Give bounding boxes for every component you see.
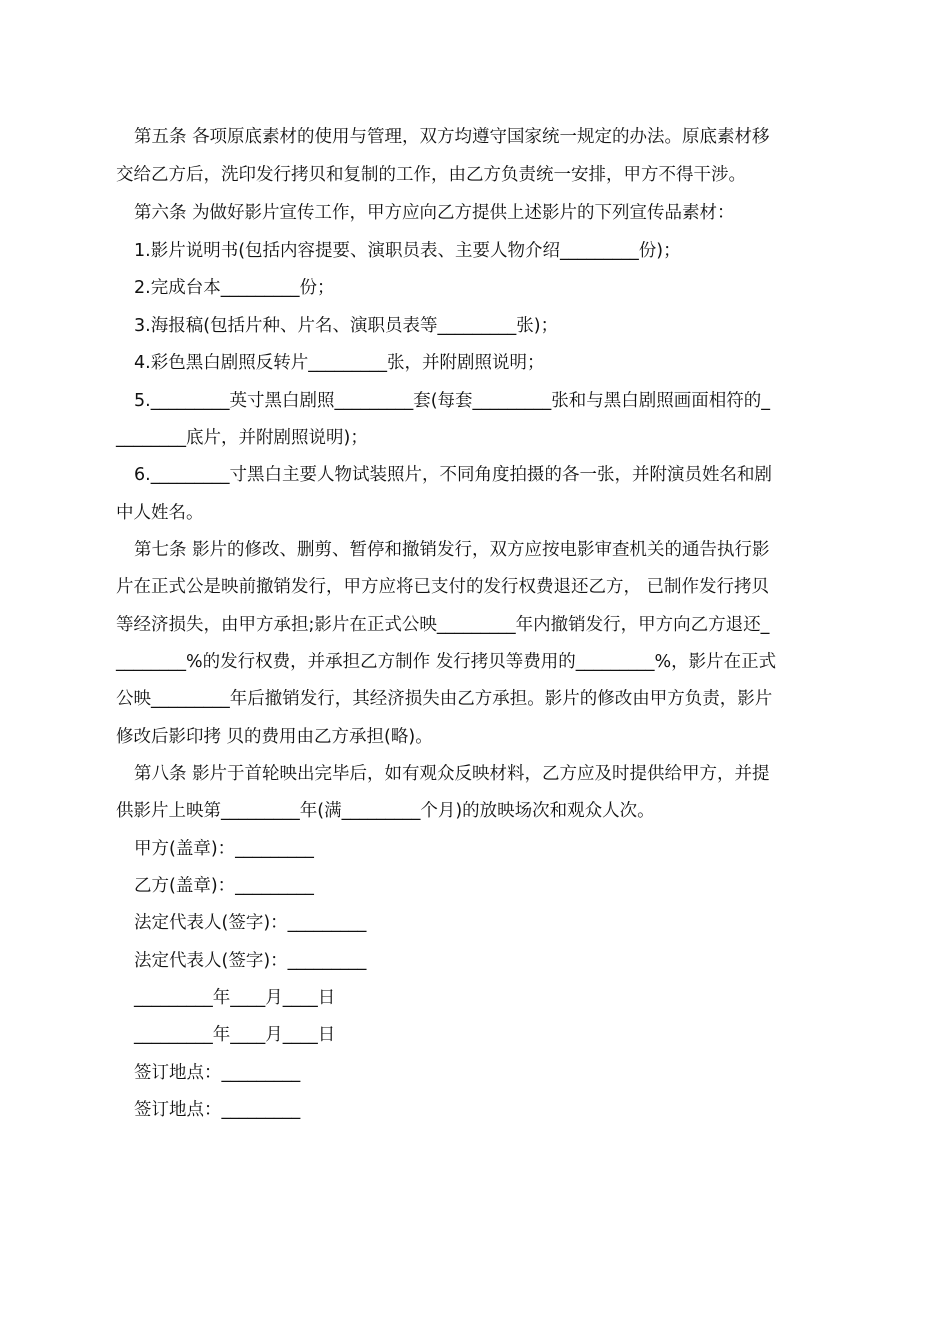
article-5-line-1: 第五条 各项原底素材的使用与管理，双方均遵守国家统一规定的办法。原底素材移 bbox=[134, 127, 770, 147]
article-6-item-5-line-1: 5._________英寸黑白剧照_________套(每套_________张和与黑白剧照画面相符的_ bbox=[134, 391, 771, 411]
article-7-line-5: 公映_________年后撤销发行，其经济损失由乙方承担。影片的修改由甲方负责，影片 bbox=[116, 689, 773, 709]
date-line-1: _________年____月____日 bbox=[134, 988, 336, 1008]
article-6-item-6-line-2: 中人姓名。 bbox=[116, 503, 204, 523]
legal-rep-signature-2: 法定代表人(签字)：_________ bbox=[134, 951, 367, 971]
article-6-item-4: 4.彩色黑白剧照反转片_________张，并附剧照说明； bbox=[134, 353, 545, 373]
signing-place-2: 签订地点：_________ bbox=[134, 1100, 301, 1120]
date-line-2: _________年____月____日 bbox=[134, 1025, 336, 1045]
article-6-item-3: 3.海报稿(包括片种、片名、演职员表等_________张)； bbox=[134, 316, 559, 336]
article-7-line-2: 片在正式公是映前撤销发行，甲方应将已支付的发行权费退还乙方， 已制作发行拷贝 bbox=[116, 577, 770, 597]
article-5-line-2: 交给乙方后，洗印发行拷贝和复制的工作，由乙方负责统一安排，甲方不得干涉。 bbox=[116, 165, 746, 185]
legal-rep-signature-1: 法定代表人(签字)：_________ bbox=[134, 913, 367, 933]
article-6-item-2: 2.完成台本_________份； bbox=[134, 278, 335, 298]
article-6-heading: 第六条 为做好影片宣传工作，甲方应向乙方提供上述影片的下列宣传品素材： bbox=[134, 203, 735, 223]
party-a-seal: 甲方(盖章)：_________ bbox=[134, 839, 314, 859]
article-8-line-2: 供影片上映第_________年(满_________个月)的放映场次和观众人次。 bbox=[116, 801, 655, 821]
article-6-item-5-line-2: ________底片，并附剧照说明)； bbox=[116, 428, 368, 448]
article-6-item-1: 1.影片说明书(包括内容提要、演职员表、主要人物介绍_________份)； bbox=[134, 241, 681, 261]
article-8-line-1: 第八条 影片于首轮映出完毕后，如有观众反映材料，乙方应及时提供给甲方，并提 bbox=[134, 764, 770, 784]
article-6-item-6-line-1: 6._________寸黑白主要人物试装照片，不同角度拍摄的各一张，并附演员姓名和剧 bbox=[134, 465, 772, 485]
article-7-line-3: 等经济损失，由甲方承担;影片在正式公映_________年内撤销发行，甲方向乙方退还_ bbox=[116, 615, 770, 635]
signing-place-1: 签订地点：_________ bbox=[134, 1063, 301, 1083]
article-7-line-6: 修改后影印拷 贝的费用由乙方承担(略)。 bbox=[116, 727, 433, 747]
article-7-line-1: 第七条 影片的修改、删剪、暂停和撤销发行，双方应按电影审查机关的通告执行影 bbox=[134, 540, 770, 560]
article-7-line-4: ________%的发行权费，并承担乙方制作 发行拷贝等费用的_________%，影片在正式 bbox=[116, 652, 777, 672]
party-b-seal: 乙方(盖章)：_________ bbox=[134, 876, 314, 896]
